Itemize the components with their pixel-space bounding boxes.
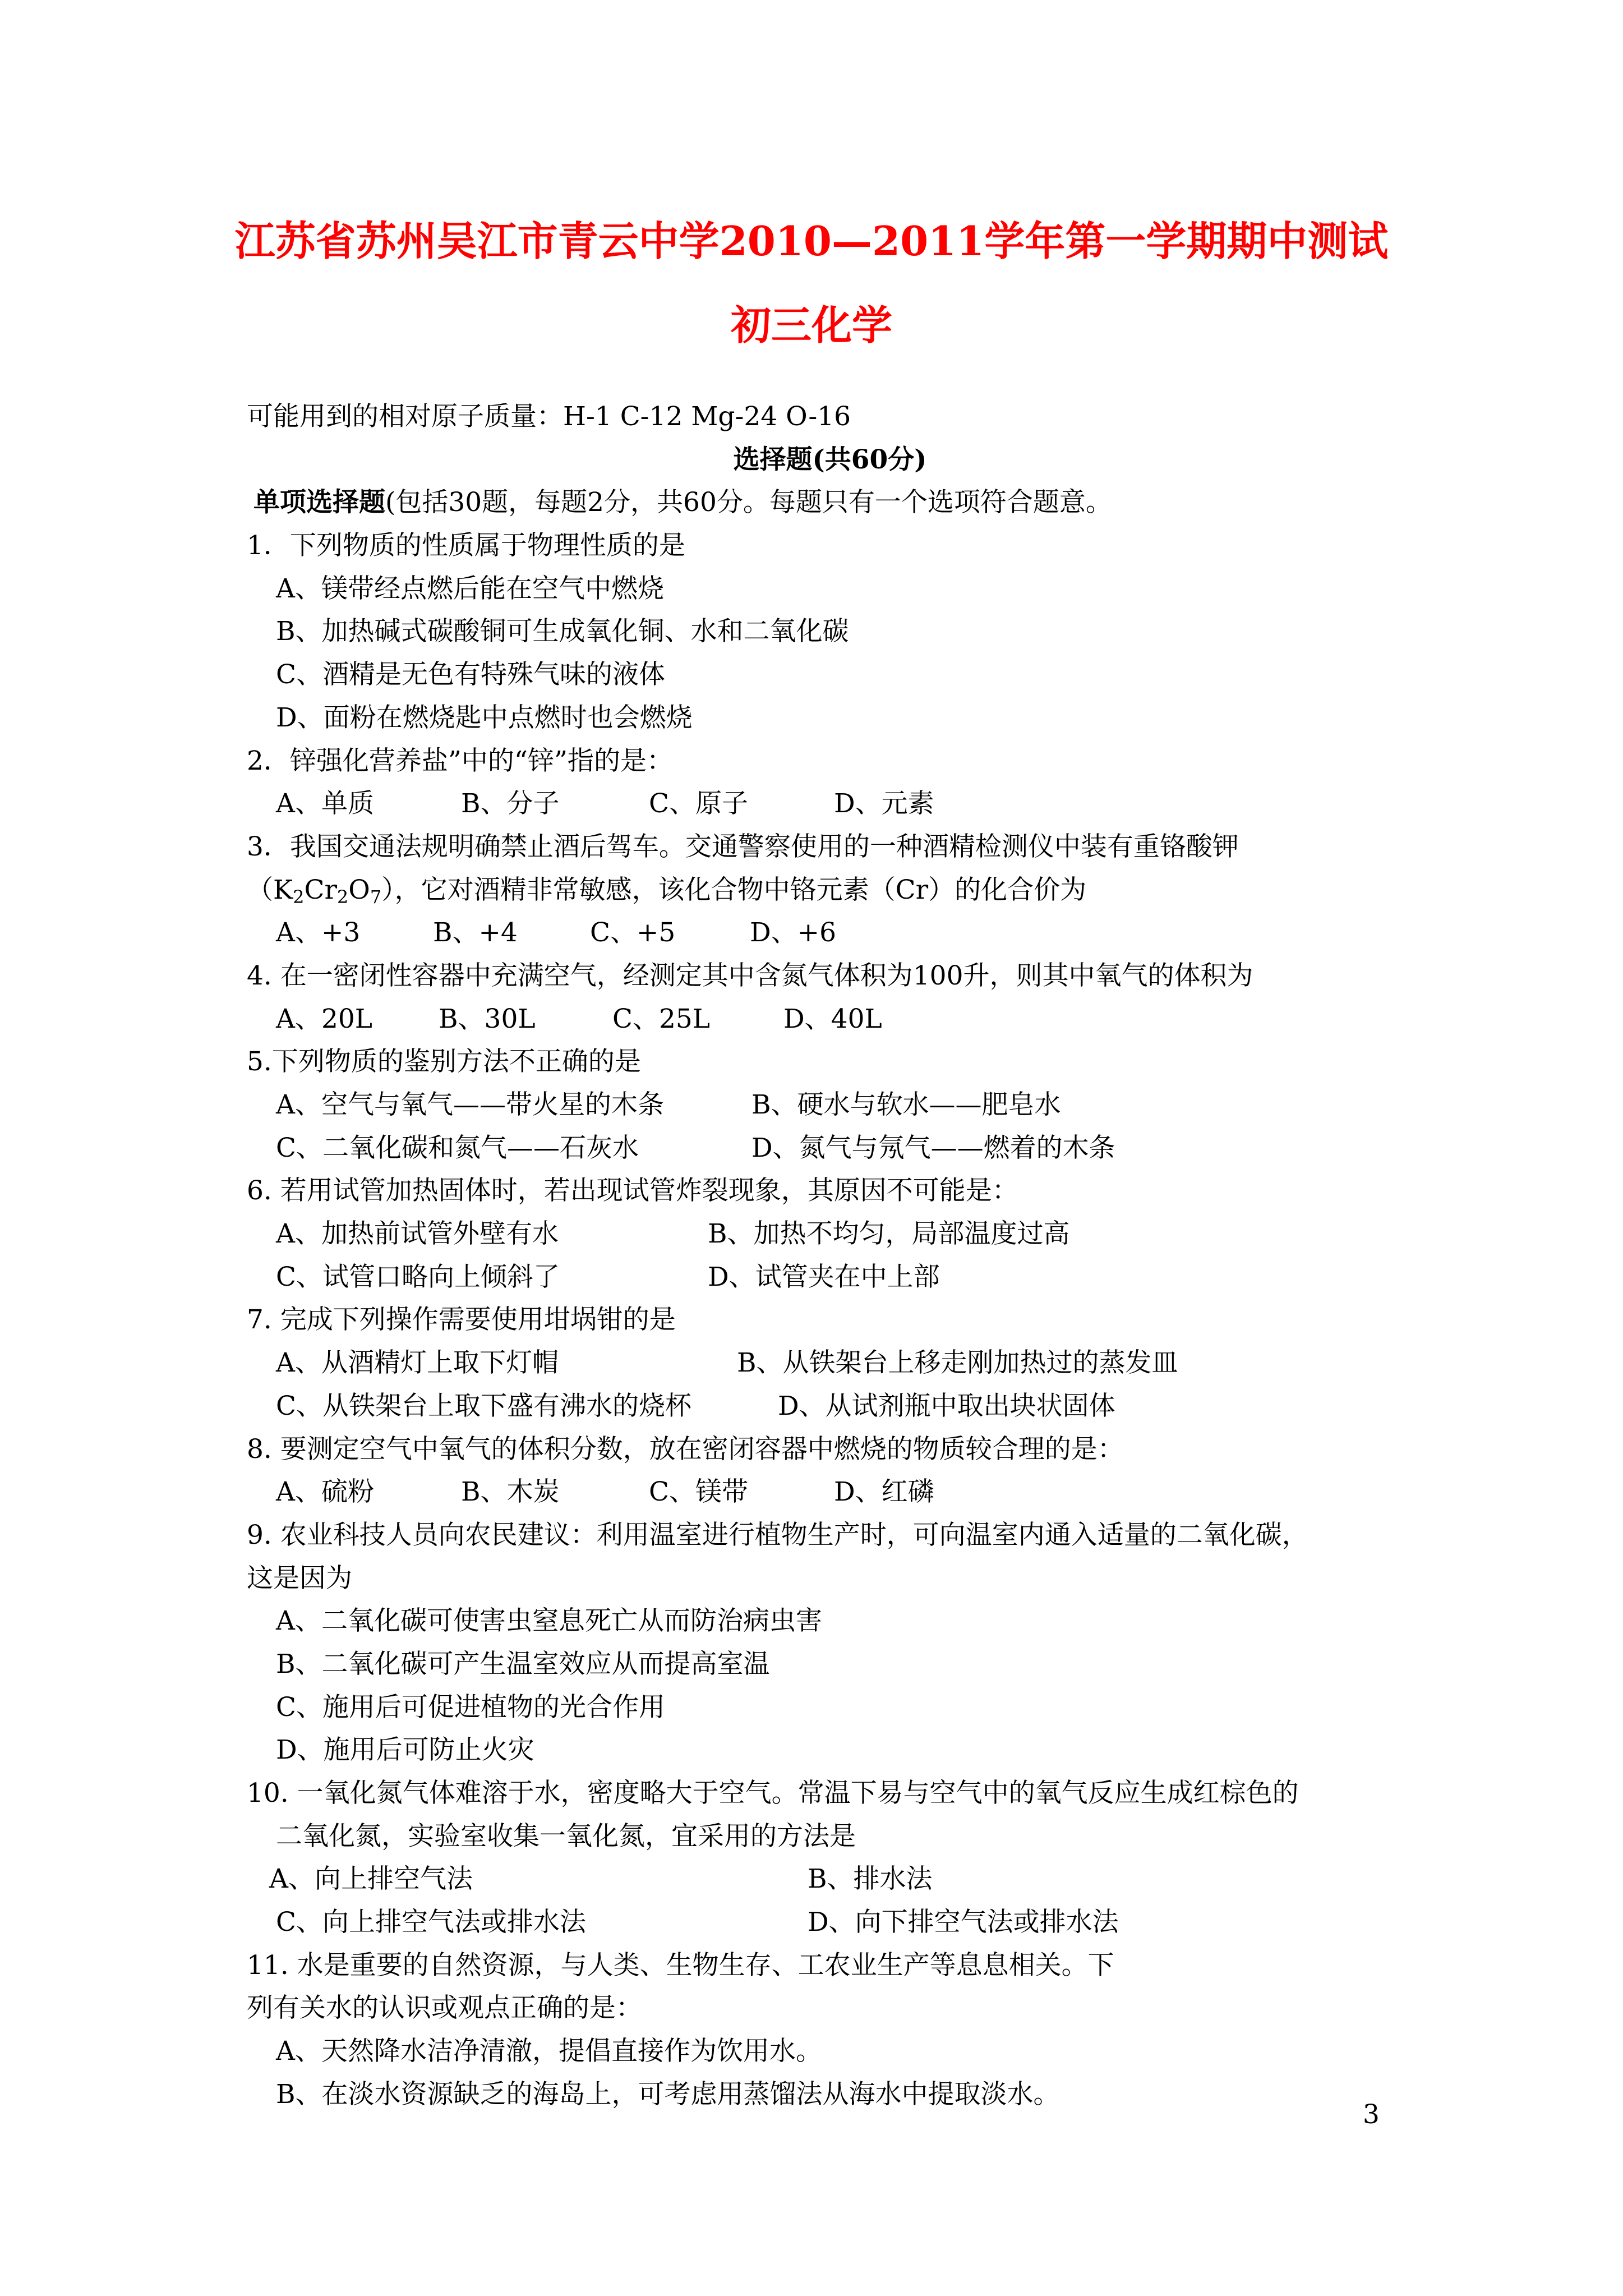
question-11-option-b: B、在淡水资源缺乏的海岛上，可考虑用蒸馏法从海水中提取淡水。 (276, 2078, 1060, 2110)
exam-title: 江苏省苏州吴江市青云中学2010—2011学年第一学期期中测试 (234, 217, 1389, 265)
question-10-stem-continued: 二氧化氮，实验室收集一氧化氮，宜采用的方法是 (276, 1820, 856, 1852)
atomic-mass-line: 可能用到的相对原子质量：H-1 C-12 Mg-24 O-16 (247, 401, 851, 432)
question-8-stem: 8. 要测定空气中氧气的体积分数，放在密闭容器中燃烧的物质较合理的是： (247, 1433, 1124, 1465)
question-7-option-a: A、从酒精灯上取下灯帽 (276, 1347, 559, 1379)
question-1-option-b: B、加热碱式碳酸铜可生成氧化铜、水和二氧化碳 (276, 616, 849, 647)
question-8-option-d: D、红磷 (834, 1476, 934, 1508)
question-4-option-d: D、40L (783, 1003, 882, 1034)
question-3-option-b: B、+4 (433, 917, 518, 949)
formula-cr: Cr (304, 874, 337, 905)
question-11-stem: 11. 水是重要的自然资源，与人类、生物生存、工农业生产等息息相关。下 (247, 1949, 1114, 1981)
question-2-option-c: C、原子 (649, 788, 748, 820)
question-8-options (247, 1471, 1413, 1514)
question-9-option-a: A、二氧化碳可使害虫窒息死亡从而防治病虫害 (276, 1605, 822, 1637)
question-3-stem-tail: ），它对酒精非常敏感，该化合物中铬元素（Cr）的化合价为 (381, 874, 1087, 905)
question-9-option-c: C、施用后可促进植物的光合作用 (276, 1691, 665, 1723)
question-3-stem-continued (247, 869, 1413, 912)
question-2-options (247, 783, 1413, 826)
exam-body (247, 395, 1413, 2116)
question-1-stem: 1．下列物质的性质属于物理性质的是 (247, 530, 685, 562)
section-title: 选择题(共60分) (733, 444, 927, 475)
question-5-option-b: B、硬水与软水——肥皂水 (751, 1089, 1061, 1120)
question-3-options (247, 912, 1413, 955)
question-10-option-b: B、排水法 (808, 1864, 933, 1895)
section-instruction (247, 481, 1413, 524)
question-10-stem: 10. 一氧化氮气体难溶于水，密度略大于空气。常温下易与空气中的氧气反应生成红棕色的 (247, 1778, 1299, 1809)
formula-open: （K (247, 874, 293, 905)
exam-subtitle: 初三化学 (730, 301, 892, 349)
question-10-option-a: A、向上排空气法 (269, 1864, 473, 1895)
question-6-option-d: D、试管夹在中上部 (708, 1261, 940, 1292)
question-1-option-a: A、镁带经点燃后能在空气中燃烧 (276, 573, 664, 604)
question-10-options-row2 (247, 1901, 1413, 1944)
instruction-label: 单项选择题 (253, 487, 385, 518)
question-3-option-c: C、+5 (590, 917, 676, 949)
question-5-stem: 5.下列物质的鉴别方法不正确的是 (247, 1046, 641, 1078)
question-9-option-d: D、施用后可防止火灾 (276, 1734, 534, 1766)
question-5-options-row1 (247, 1084, 1413, 1127)
question-8-option-c: C、镁带 (649, 1476, 748, 1508)
question-10-options-row1 (247, 1858, 1413, 1901)
question-9-stem: 9. 农业科技人员向农民建议：利用温室进行植物生产时，可向温室内通入适量的二氧化碳， (247, 1519, 1308, 1550)
question-5-option-c: C、二氧化碳和氮气——石灰水 (276, 1132, 639, 1163)
question-2-option-d: D、元素 (834, 788, 934, 820)
question-6-option-a: A、加热前试管外壁有水 (276, 1218, 559, 1250)
question-10-option-c: C、向上排空气法或排水法 (276, 1907, 586, 1938)
question-9-stem-continued: 这是因为 (247, 1562, 352, 1594)
question-4-option-a: A、20L (276, 1003, 372, 1034)
question-5-options-row2 (247, 1127, 1413, 1170)
question-2-option-a: A、单质 (276, 788, 374, 820)
question-11-option-a: A、天然降水洁净清澈，提倡直接作为饮用水。 (276, 2036, 822, 2067)
question-8-option-b: B、木炭 (461, 1476, 560, 1508)
question-4-stem: 4. 在一密闭性容器中充满空气，经测定其中含氮气体积为100升，则其中氧气的体积为 (247, 960, 1253, 991)
question-10-option-d: D、向下排空气法或排水法 (808, 1907, 1119, 1938)
question-1-option-c: C、酒精是无色有特殊气味的液体 (276, 659, 665, 691)
question-7-options-row2 (247, 1385, 1413, 1428)
formula-subscript-k: 2 (293, 886, 305, 908)
instruction-text: (包括30题，每题2分，共60分。每题只有一个选项符合题意。 (385, 487, 1112, 518)
question-1-option-d: D、面粉在燃烧匙中点燃时也会燃烧 (276, 702, 693, 733)
question-6-options-row1 (247, 1213, 1413, 1256)
question-4-option-c: C、25L (612, 1003, 710, 1034)
formula-subscript-o: 7 (370, 886, 382, 908)
question-6-option-c: C、试管口略向上倾斜了 (276, 1261, 560, 1292)
question-3-stem: 3．我国交通法规明确禁止酒后驾车。交通警察使用的一种酒精检测仪中装有重铬酸钾 (247, 831, 1239, 862)
question-2-option-b: B、分子 (461, 788, 560, 820)
question-4-options (247, 998, 1413, 1041)
question-7-option-b: B、从铁架台上移走刚加热过的蒸发皿 (737, 1347, 1178, 1379)
question-7-option-d: D、从试剂瓶中取出块状固体 (778, 1390, 1115, 1421)
question-5-option-d: D、氮气与氖气——燃着的木条 (751, 1132, 1115, 1163)
question-8-option-a: A、硫粉 (276, 1476, 374, 1508)
question-3-option-a: A、+3 (276, 917, 361, 949)
formula-o: O (348, 874, 370, 905)
question-2-stem: 2．锌强化营养盐”中的“锌”指的是： (247, 745, 673, 776)
question-5-option-a: A、空气与氧气——带火星的木条 (276, 1089, 664, 1120)
question-4-option-b: B、30L (439, 1003, 536, 1034)
question-9-option-b: B、二氧化碳可产生温室效应从而提高室温 (276, 1648, 770, 1680)
question-3-option-d: D、+6 (750, 917, 836, 949)
formula-subscript-cr: 2 (336, 886, 349, 908)
question-6-option-b: B、加热不均匀，局部温度过高 (708, 1218, 1070, 1250)
question-7-option-c: C、从铁架台上取下盛有沸水的烧杯 (276, 1390, 691, 1421)
question-7-stem: 7. 完成下列操作需要使用坩埚钳的是 (247, 1304, 676, 1336)
question-6-stem: 6. 若用试管加热固体时，若出现试管炸裂现象，其原因不可能是： (247, 1175, 1018, 1207)
question-11-stem-continued: 列有关水的认识或观点正确的是： (247, 1993, 642, 2024)
question-6-options-row2 (247, 1256, 1413, 1299)
question-7-options-row1 (247, 1342, 1413, 1385)
page-number: 3 (1363, 2099, 1380, 2130)
